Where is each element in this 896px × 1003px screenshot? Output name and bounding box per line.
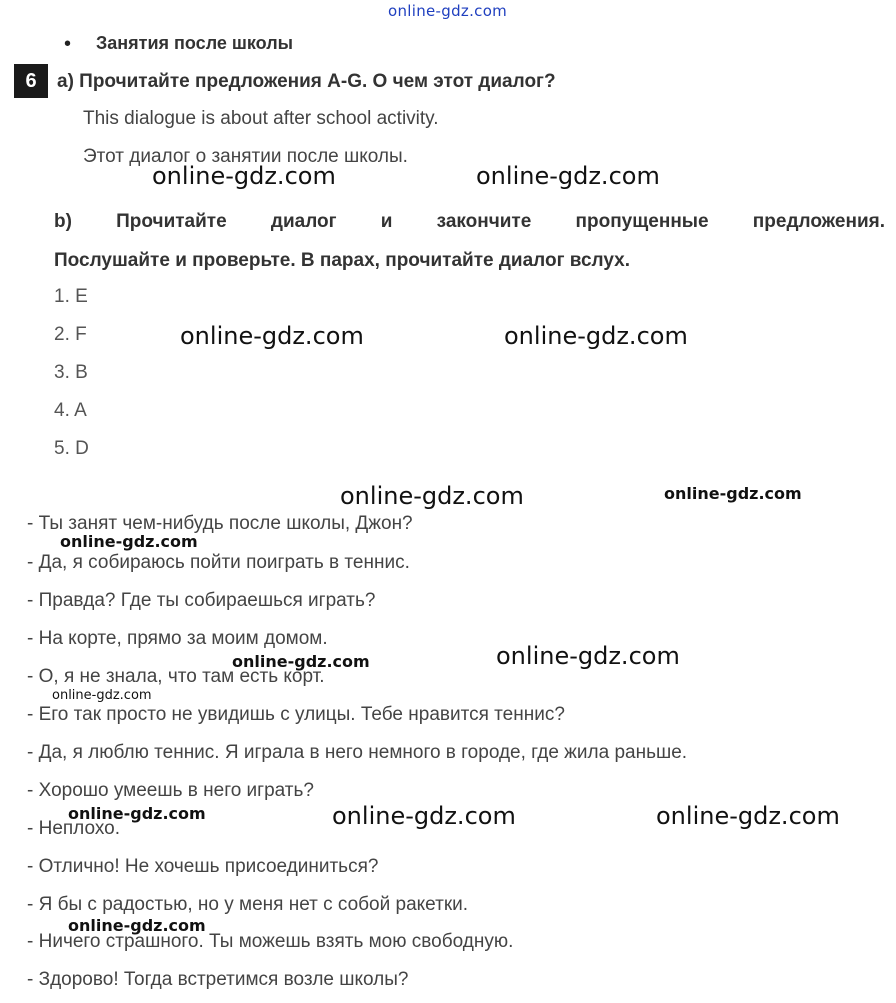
watermark: online-gdz.com [332, 802, 516, 830]
watermark: online-gdz.com [504, 322, 688, 350]
watermark: online-gdz.com [232, 652, 370, 671]
watermark: online-gdz.com [496, 642, 680, 670]
answer-item: 5. D [54, 438, 89, 459]
dialogue-line: - Его так просто не увидишь с улицы. Тебе нравится теннис? [27, 704, 565, 725]
watermark: online-gdz.com [180, 322, 364, 350]
answer-item: 1. E [54, 286, 88, 307]
dialogue-line: - Хорошо умеешь в него играть? [27, 780, 314, 801]
watermark: online-gdz.com [656, 802, 840, 830]
dialogue-line: - Да, я собираюсь пойти поиграть в теннис. [27, 552, 410, 573]
exercise-number-badge: 6 [14, 64, 48, 98]
watermark: online-gdz.com [68, 804, 206, 823]
dialogue-line: - Я бы с радостью, но у меня нет с собой ракетки. [27, 894, 469, 915]
dialogue-line: - О, я не знала, что там есть корт. [27, 666, 325, 687]
watermark: online-gdz.com [476, 162, 660, 190]
task-b-instruction-cont: Послушайте и проверьте. В парах, прочитайте диалог вслух. [54, 250, 631, 271]
watermark: online-gdz.com [52, 688, 152, 703]
dialogue-line: - Отлично! Не хочешь присоединиться? [27, 856, 379, 877]
watermark: online-gdz.com [152, 162, 336, 190]
watermark: online-gdz.com [664, 484, 802, 503]
section-title: Занятия после школы [96, 33, 294, 53]
watermark: online-gdz.com [60, 532, 198, 551]
dialogue-line: - Здорово! Тогда встретимся возле школы? [27, 969, 409, 990]
answer-item: 2. F [54, 324, 87, 345]
dialogue-line: - Ты занят чем-нибудь после школы, Джон? [27, 513, 413, 534]
task-a-instruction: a) Прочитайте предложения A-G. О чем этот диалог? [57, 71, 556, 92]
dialogue-line: - Неплохо. [27, 818, 120, 839]
dialogue-line: - На корте, прямо за моим домом. [27, 628, 328, 649]
answer-russian: Этот диалог о занятии после школы. [83, 146, 408, 167]
answer-english: This dialogue is about after school activity. [83, 108, 439, 129]
answer-item: 3. B [54, 362, 88, 383]
bullet-marker: • [64, 33, 72, 55]
task-b-instruction: b) Прочитайте диалог и закончите пропущенные предложения. [54, 211, 885, 232]
answer-item: 4. A [54, 400, 87, 421]
dialogue-line: - Правда? Где ты собираешься играть? [27, 590, 376, 611]
dialogue-line: - Да, я люблю теннис. Я играла в него немного в городе, где жила раньше. [27, 742, 688, 763]
dialogue-line: - Ничего страшного. Ты можешь взять мою свободную. [27, 931, 514, 952]
site-header-link[interactable]: online-gdz.com [388, 2, 508, 20]
watermark: online-gdz.com [340, 482, 524, 510]
watermark: online-gdz.com [68, 916, 206, 935]
